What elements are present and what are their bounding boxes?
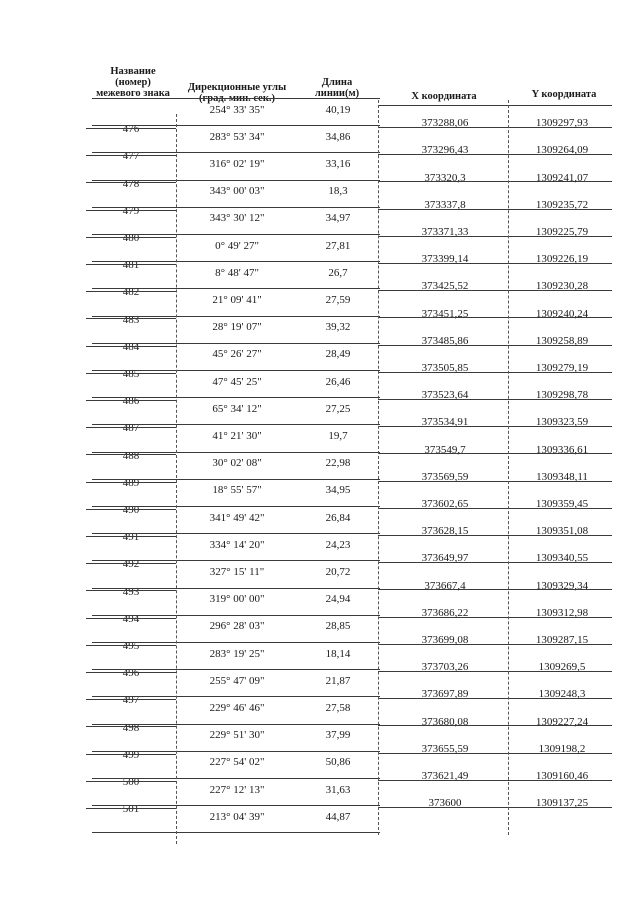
y-coordinate-cell: 1309323,59 [535,416,589,429]
mark-number-cell: 478 [122,177,140,190]
angle-cell: 334° 14' 20" [209,538,265,551]
col-header-length-line: линии(м) [314,88,360,99]
row-separator [86,645,176,646]
row-separator [92,125,380,126]
y-coordinate-cell: 1309225,79 [535,225,589,238]
row-separator [86,155,176,156]
y-coordinate-cell: 1309160,46 [535,769,589,782]
y-coordinate-cell: 1309235,72 [535,198,589,211]
length-cell: 34,95 [325,484,351,497]
mark-number-cell: 483 [122,313,140,326]
angle-cell: 18° 55' 57" [212,484,262,497]
mark-number-cell: 484 [122,340,140,353]
x-coordinate-cell: 373534,91 [421,416,469,429]
x-coordinate-cell: 373371,33 [421,225,469,238]
length-cell: 21,87 [325,674,351,687]
x-coordinate-cell: 373337,8 [424,198,466,211]
row-separator [92,316,380,317]
row-separator [378,698,612,699]
y-coordinate-cell: 1309340,55 [535,552,589,565]
length-cell: 28,85 [325,620,351,633]
row-separator [378,725,612,726]
length-cell: 18,14 [325,647,351,660]
row-separator [378,644,612,645]
angle-cell: 316° 02' 19" [209,157,265,170]
row-separator [92,424,380,425]
mark-number-cell: 486 [122,395,140,408]
row-separator [378,263,612,264]
col-header-angle-line: (град. мин. сек.) [198,93,276,104]
row-separator [86,291,176,292]
row-separator [378,317,612,318]
x-coordinate-cell: 373697,89 [421,688,469,701]
col-header-length-line: Длина [321,77,353,88]
column-separator [378,100,379,835]
angle-cell: 283° 19' 25" [209,647,265,660]
angle-cell: 47° 45' 25" [212,375,262,388]
row-separator [86,781,176,782]
row-separator [378,236,612,237]
length-cell: 50,86 [325,756,351,769]
y-coordinate-cell: 1309287,15 [535,633,589,646]
angle-cell: 0° 49' 27" [215,239,259,252]
length-cell: 24,23 [325,538,351,551]
y-coordinate-cell: 1309248,3 [538,688,586,701]
y-coordinate-cell: 1309269,5 [538,661,586,674]
length-cell: 20,72 [325,565,351,578]
row-separator [86,590,176,591]
mark-number-cell: 487 [122,422,140,435]
mark-number-cell: 485 [122,367,140,380]
length-cell: 26,46 [325,375,351,388]
row-separator [378,345,612,346]
mark-number-cell: 479 [122,204,140,217]
x-coordinate-cell: 373505,85 [421,361,469,374]
angle-cell: 41° 21' 30" [212,429,262,442]
angle-cell: 343° 00' 03" [209,185,265,198]
angle-cell: 255° 47' 09" [209,674,265,687]
x-coordinate-cell: 373549,7 [424,443,466,456]
column-separator [508,100,509,835]
angle-cell: 227° 12' 13" [209,783,265,796]
row-separator [92,696,380,697]
mark-number-cell: 499 [122,748,140,761]
row-separator [92,261,380,262]
length-cell: 22,98 [325,457,351,470]
row-separator [86,210,176,211]
row-separator [378,508,612,509]
row-separator [92,152,380,153]
row-separator [378,562,612,563]
mark-number-cell: 493 [122,585,140,598]
angle-cell: 229° 46' 46" [209,701,265,714]
row-separator [86,346,176,347]
row-separator [92,180,380,181]
length-cell: 33,16 [325,157,351,170]
x-coordinate-cell: 373680,08 [421,715,469,728]
row-separator [86,400,176,401]
row-separator [378,105,612,106]
row-separator [86,509,176,510]
x-coordinate-cell: 373686,22 [421,606,469,619]
mark-number-cell: 491 [122,531,140,544]
mark-number-cell: 490 [122,503,140,516]
row-separator [92,642,380,643]
row-separator [86,726,176,727]
angle-cell: 28° 19' 07" [212,321,262,334]
angle-cell: 8° 48' 47" [215,266,259,279]
angle-cell: 254° 33' 35" [209,103,265,116]
x-coordinate-cell: 373621,49 [421,769,469,782]
row-separator [92,506,380,507]
row-separator [378,372,612,373]
x-coordinate-cell: 373699,08 [421,633,469,646]
mark-number-cell: 497 [122,694,140,707]
row-separator [92,98,380,99]
row-separator [378,780,612,781]
x-coordinate-cell: 373569,59 [421,470,469,483]
y-coordinate-cell: 1309226,19 [535,253,589,266]
y-coordinate-cell: 1309351,08 [535,525,589,538]
mark-number-cell: 481 [122,259,140,272]
length-cell: 31,63 [325,783,351,796]
y-coordinate-cell: 1309312,98 [535,606,589,619]
mark-number-cell: 489 [122,476,140,489]
length-cell: 27,81 [325,239,351,252]
row-separator [378,617,612,618]
row-separator [378,181,612,182]
mark-number-cell: 492 [122,558,140,571]
length-cell: 34,97 [325,212,351,225]
row-separator [86,672,176,673]
x-coordinate-cell: 373655,59 [421,742,469,755]
angle-cell: 319° 00' 00" [209,593,265,606]
row-separator [92,207,380,208]
y-coordinate-cell: 1309348,11 [536,470,588,483]
length-cell: 26,84 [325,511,351,524]
row-separator [92,479,380,480]
row-separator [92,560,380,561]
col-header-angle [178,82,296,104]
row-separator [86,427,176,428]
length-cell: 27,59 [325,293,351,306]
length-cell: 40,19 [325,103,351,116]
row-separator [92,724,380,725]
x-coordinate-cell: 373628,15 [421,525,469,538]
row-separator [86,182,176,183]
length-cell: 26,7 [328,266,348,279]
angle-cell: 21° 09' 41" [212,293,262,306]
row-separator [92,343,380,344]
angle-cell: 229° 51' 30" [209,729,265,742]
x-coordinate-cell: 373485,86 [421,334,469,347]
col-header-length [298,77,376,99]
mark-number-cell: 500 [122,775,140,788]
mark-number-cell: 480 [122,231,140,244]
row-separator [86,128,176,129]
row-separator [378,671,612,672]
x-coordinate-cell: 373649,97 [421,552,469,565]
row-separator [378,453,612,454]
y-coordinate-cell: 1309359,45 [535,497,589,510]
row-separator [86,618,176,619]
angle-cell: 45° 26' 27" [212,348,262,361]
row-separator [92,615,380,616]
row-separator [92,288,380,289]
mark-number-cell: 488 [122,449,140,462]
row-separator [86,699,176,700]
row-separator [92,588,380,589]
length-cell: 27,58 [325,701,351,714]
row-separator [378,807,612,808]
length-cell: 34,86 [325,130,351,143]
x-coordinate-cell: 373296,43 [421,144,469,157]
row-separator [92,234,380,235]
row-separator [86,563,176,564]
y-coordinate-cell: 1309227,24 [535,715,589,728]
y-coordinate-cell: 1309137,25 [535,797,589,810]
y-coordinate-cell: 1309198,2 [538,742,586,755]
col-header-x: X координата [411,91,477,102]
row-separator [92,832,380,833]
x-coordinate-cell: 373451,25 [421,307,469,320]
y-coordinate-cell: 1309241,07 [535,171,589,184]
angle-cell: 30° 02' 08" [212,457,262,470]
column-separator [176,114,177,844]
y-coordinate-cell: 1309230,28 [535,280,589,293]
length-cell: 19,7 [328,429,348,442]
row-separator [92,370,380,371]
angle-cell: 341° 49' 42" [209,511,265,524]
mark-number-cell: 476 [122,123,140,136]
length-cell: 27,25 [325,402,351,415]
col-header-mark [88,66,178,99]
col-header-y: Y координата [531,89,597,100]
y-coordinate-cell: 1309279,19 [535,361,589,374]
length-cell: 28,49 [325,348,351,361]
row-separator [86,754,176,755]
row-separator [378,127,612,128]
row-separator [86,264,176,265]
length-cell: 37,99 [325,729,351,742]
y-coordinate-cell: 1309336,61 [535,443,589,456]
row-separator [378,399,612,400]
row-separator [92,751,380,752]
x-coordinate-cell: 373399,14 [421,253,469,266]
row-separator [378,426,612,427]
x-coordinate-cell: 373425,52 [421,280,469,293]
y-coordinate-cell: 1309258,89 [535,334,589,347]
x-coordinate-cell: 373600 [428,797,462,810]
y-coordinate-cell: 1309297,93 [535,117,589,130]
col-header-mark-line: Название [110,66,156,77]
length-cell: 24,94 [325,593,351,606]
mark-number-cell: 494 [122,612,140,625]
col-header-angle-line: Дирекционные углы [187,82,287,93]
mark-number-cell: 501 [122,803,140,816]
row-separator [378,209,612,210]
angle-cell: 296° 28' 03" [209,620,265,633]
row-separator [86,373,176,374]
mark-number-cell: 498 [122,721,140,734]
y-coordinate-cell: 1309240,24 [535,307,589,320]
row-separator [378,535,612,536]
angle-cell: 327° 15' 11" [209,565,265,578]
mark-number-cell: 482 [122,286,140,299]
row-separator [92,778,380,779]
row-separator [92,397,380,398]
length-cell: 18,3 [328,185,348,198]
x-coordinate-cell: 373523,64 [421,389,469,402]
mark-number-cell: 496 [122,667,140,680]
col-header-mark-line: межевого знака [96,88,170,99]
row-separator [92,669,380,670]
row-separator [92,452,380,453]
angle-cell: 343° 30' 12" [209,212,265,225]
x-coordinate-cell: 373288,06 [421,117,469,130]
y-coordinate-cell: 1309329,34 [535,579,589,592]
length-cell: 39,32 [325,321,351,334]
row-separator [86,318,176,319]
angle-cell: 283° 53' 34" [209,130,265,143]
x-coordinate-cell: 373667,4 [424,579,466,592]
row-separator [378,753,612,754]
x-coordinate-cell: 373320,3 [424,171,466,184]
length-cell: 44,87 [325,810,351,823]
row-separator [92,533,380,534]
angle-cell: 65° 34' 12" [212,402,262,415]
row-separator [378,481,612,482]
row-separator [378,290,612,291]
row-separator [86,808,176,809]
y-coordinate-cell: 1309264,09 [535,144,589,157]
row-separator [86,482,176,483]
mark-number-cell: 477 [122,150,140,163]
row-separator [92,805,380,806]
x-coordinate-cell: 373602,65 [421,497,469,510]
y-coordinate-cell: 1309298,78 [535,389,589,402]
row-separator [86,237,176,238]
mark-number-cell: 495 [122,639,140,652]
row-separator [86,536,176,537]
row-separator [378,589,612,590]
row-separator [378,154,612,155]
x-coordinate-cell: 373703,26 [421,661,469,674]
row-separator [86,454,176,455]
col-header-mark-line: (номер) [115,77,151,88]
angle-cell: 227° 54' 02" [209,756,265,769]
angle-cell: 213° 04' 39" [209,810,265,823]
